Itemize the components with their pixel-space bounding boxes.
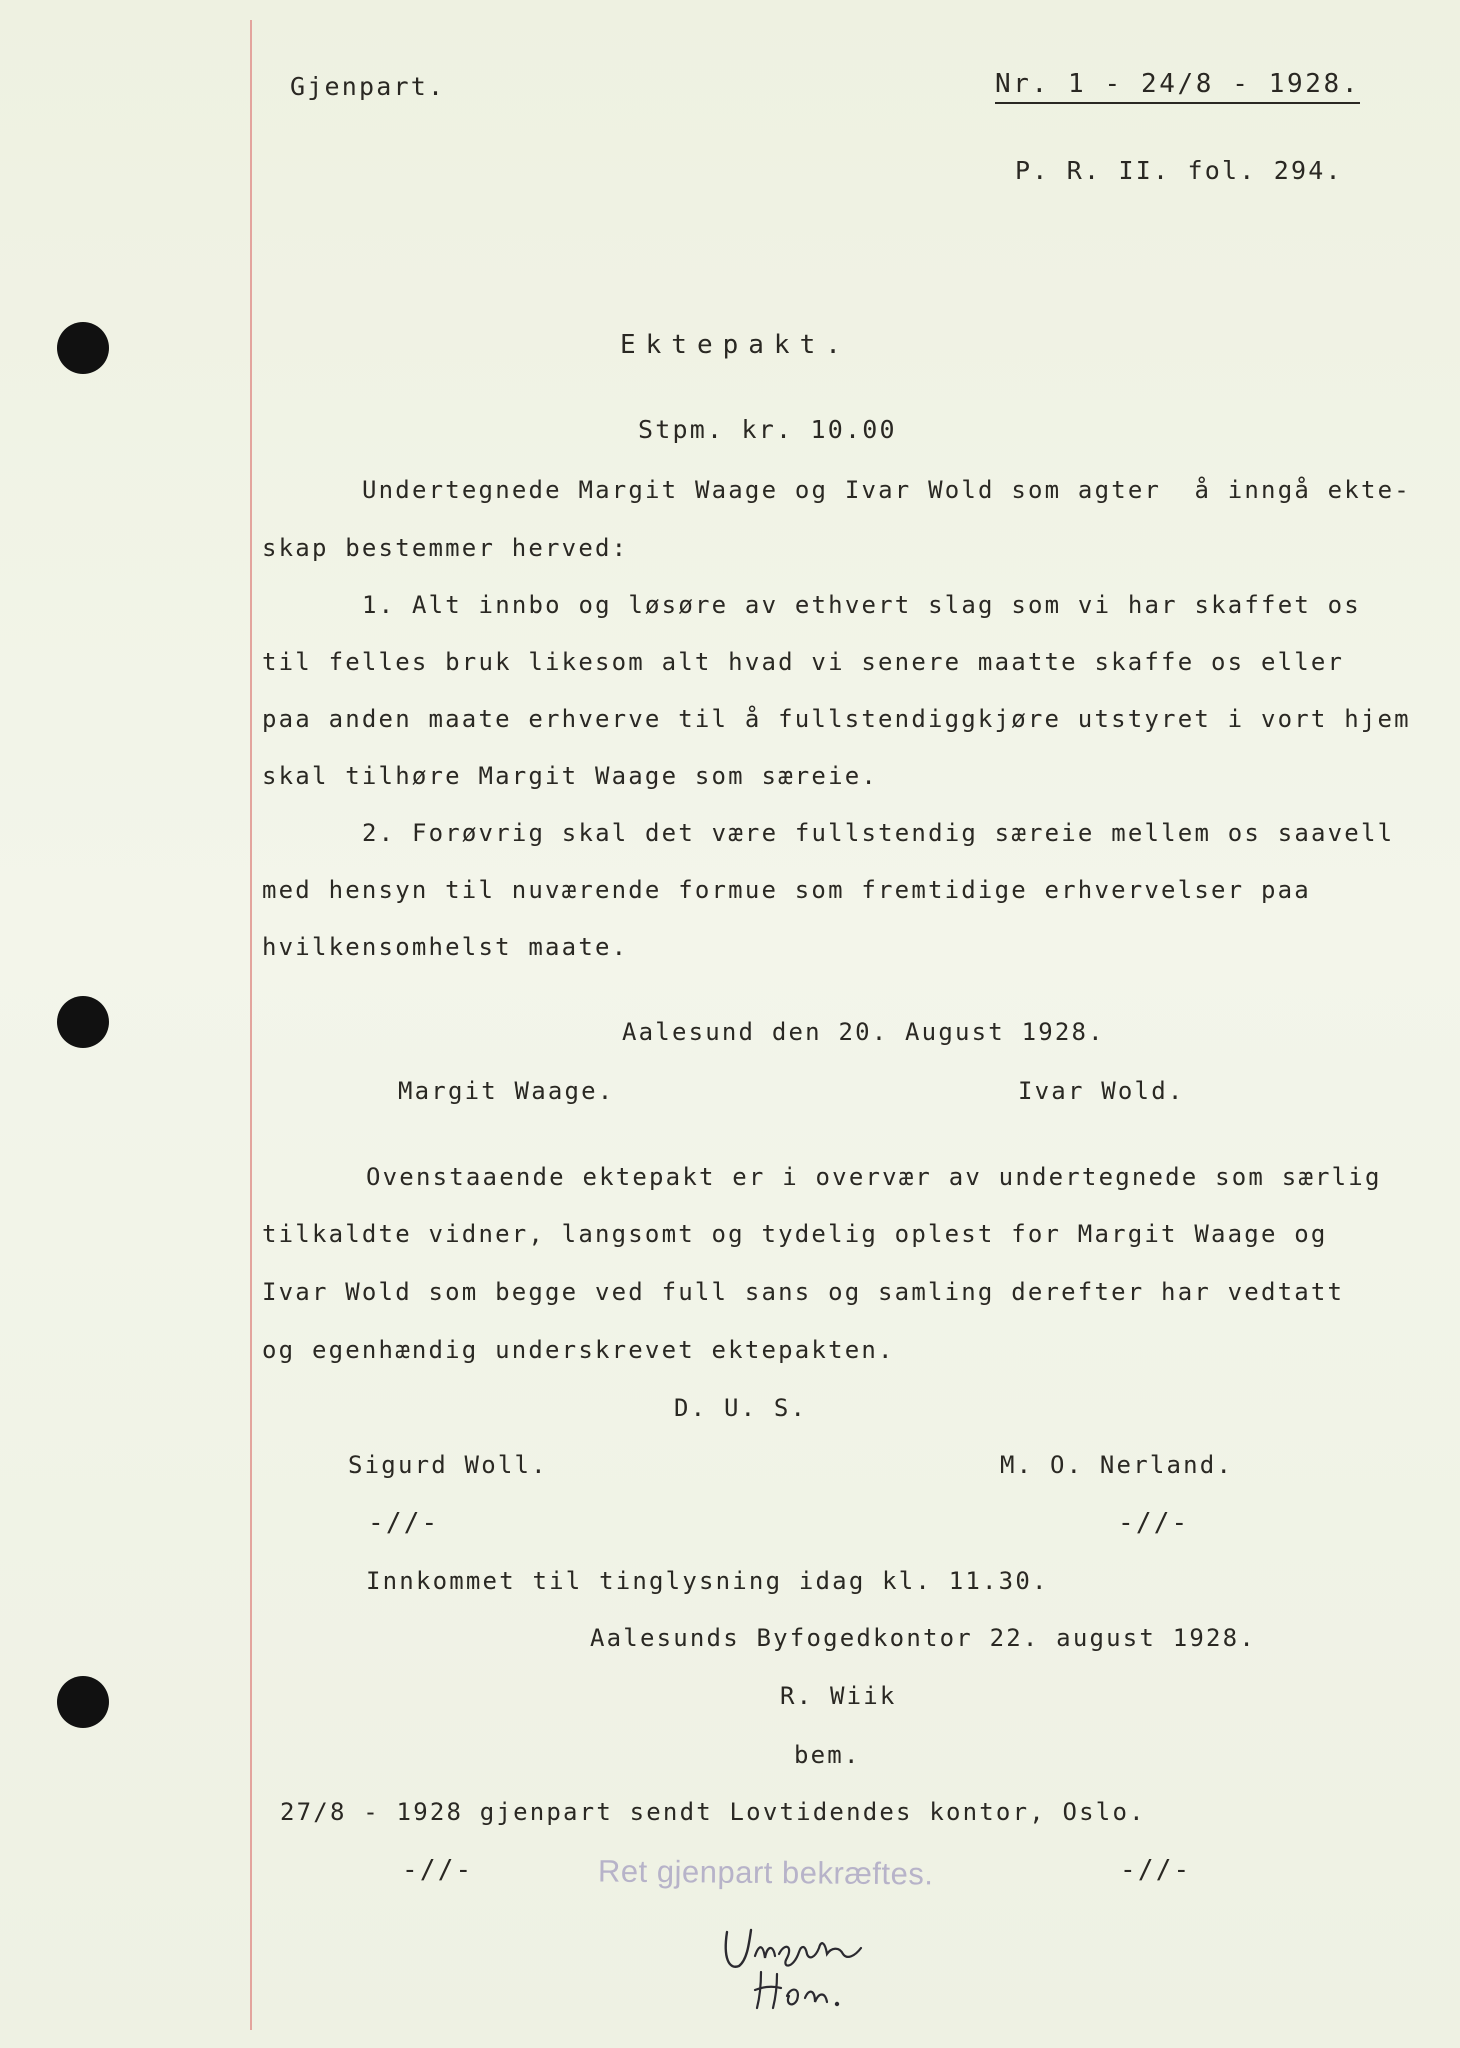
clause-2-line: 2. Forøvrig skal det være fullstendig særeie mellem os saavell [362, 819, 1395, 847]
official-title: bem. [794, 1741, 861, 1769]
witness-text-line: og egenhændig underskrevet ektepakten. [262, 1336, 895, 1364]
margin-rule [250, 20, 252, 2030]
stamp-fee: Stpm. kr. 10.00 [638, 415, 897, 444]
ditto-mark: -∕∕- [1120, 1855, 1192, 1885]
clause-1-line: skal tilhøre Margit Waage som særeie. [262, 762, 879, 790]
clause-1-line: paa anden maate erhverve til å fullstendiggkjøre utstyret i vort hjem [262, 705, 1411, 733]
punch-hole [57, 1676, 109, 1728]
ditto-mark: -∕∕- [368, 1508, 440, 1538]
witness-text-line: tilkaldte vidner, langsomt og tydelig oplest for Margit Waage og [262, 1220, 1328, 1248]
punch-hole [57, 322, 109, 374]
intro-line: skap bestemmer herved: [262, 534, 629, 562]
registration-note: Innkommet til tinglysning idag kl. 11.30. [366, 1567, 1049, 1595]
clause-1-line: til felles bruk likesom alt hvad vi senere maatte skaffe os eller [262, 648, 1345, 676]
place-date: Aalesund den 20. August 1928. [622, 1018, 1105, 1046]
document-title: Ektepakt. [620, 330, 851, 360]
intro-line: Undertegnede Margit Waage og Ivar Wold som agter å inngå ekte- [362, 476, 1411, 504]
ditto-mark: -∕∕- [1118, 1508, 1190, 1538]
certification-stamp: Ret gjenpart bekræftes. [597, 1853, 934, 1892]
handwritten-signature [715, 1908, 895, 2018]
copy-label: Gjenpart. [290, 72, 446, 101]
witness-text-line: Ovenstaaende ektepakt er i overvær av undertegnede som særlig [366, 1163, 1382, 1191]
dus-mark: D. U. S. [674, 1394, 808, 1422]
clause-2-line: hvilkensomhelst maate. [262, 933, 629, 961]
official-name: R. Wiik [780, 1682, 897, 1710]
signer-left: Margit Waage. [398, 1077, 615, 1105]
folio-reference: P. R. II. fol. 294. [1015, 156, 1343, 185]
witness-left: Sigurd Woll. [348, 1451, 548, 1479]
punch-hole [57, 996, 109, 1048]
ditto-mark: -∕∕- [402, 1855, 474, 1885]
sent-note: 27/8 - 1928 gjenpart sendt Lovtidendes kontor, Oslo. [280, 1798, 1146, 1826]
witness-right: M. O. Nerland. [1000, 1451, 1234, 1479]
signer-right: Ivar Wold. [1018, 1077, 1185, 1105]
witness-text-line: Ivar Wold som begge ved full sans og samling derefter har vedtatt [262, 1278, 1345, 1306]
clause-2-line: med hensyn til nuværende formue som fremtidige erhvervelser paa [262, 876, 1311, 904]
record-number: Nr. 1 - 24/8 - 1928. [995, 68, 1360, 104]
clause-1-line: 1. Alt innbo og løsøre av ethvert slag som vi har skaffet os [362, 591, 1361, 619]
office-date: Aalesunds Byfogedkontor 22. august 1928. [590, 1624, 1256, 1652]
